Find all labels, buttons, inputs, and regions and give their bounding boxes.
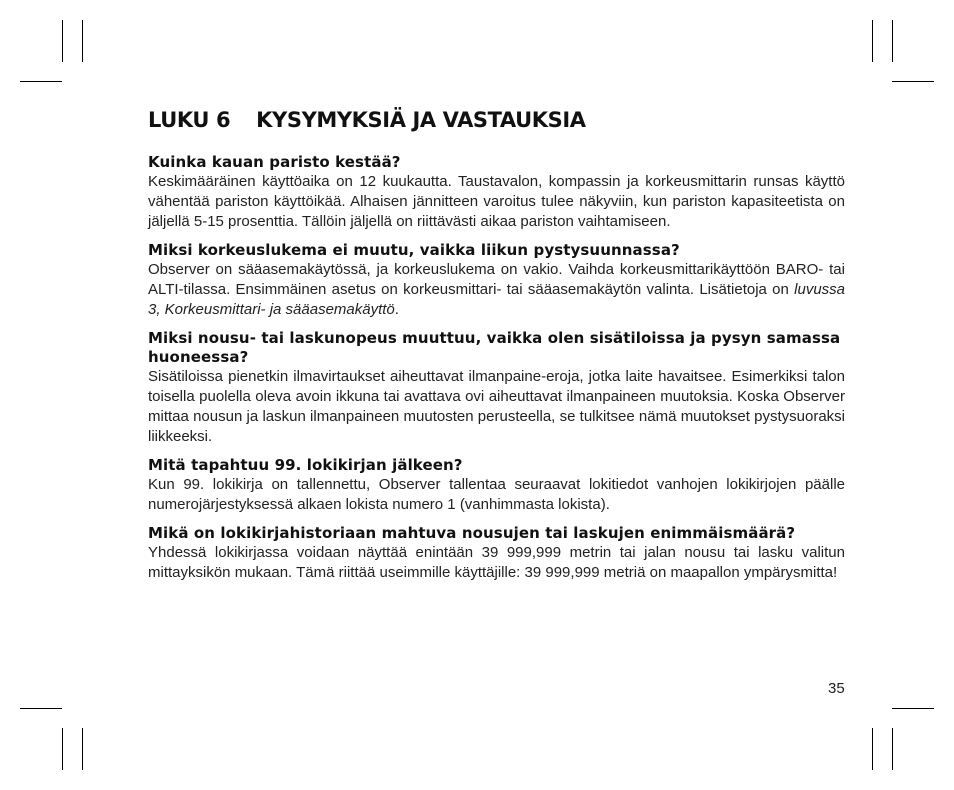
crop-mark — [872, 728, 873, 770]
faq-item — [148, 456, 845, 515]
crop-mark — [20, 708, 62, 709]
crop-mark — [82, 20, 83, 62]
crop-mark — [872, 20, 873, 62]
crop-mark — [82, 728, 83, 770]
chapter-reference: luvussa 3, Korkeusmittari- ja sääasemakäyttö — [148, 281, 845, 318]
faq-content — [148, 153, 845, 592]
chapter-heading: KYSYMYKSIÄ JA VASTAUKSIA — [256, 108, 586, 132]
faq-item — [148, 524, 845, 583]
faq-question: Mikä on lokikirjahistoriaan mahtuva nousujen tai laskujen enimmäismäärä? — [148, 524, 796, 542]
faq-answer: Kun 99. lokikirja on tallennettu, Observer tallentaa seuraavat lokitiedot vanhojen lokikirjojen päälle numerojärjestyksessä alkaen lokista numero 1 (vanhimmasta lokista). — [148, 476, 845, 513]
crop-mark — [892, 708, 934, 709]
crop-mark — [62, 728, 63, 770]
chapter-title — [148, 108, 586, 132]
chapter-number: LUKU 6 — [148, 108, 231, 132]
faq-item — [148, 329, 845, 447]
faq-item — [148, 241, 845, 320]
page-number: 35 — [828, 680, 845, 697]
faq-item — [148, 153, 845, 232]
crop-mark — [892, 81, 934, 82]
crop-mark — [20, 81, 62, 82]
faq-answer: Sisätiloissa pienetkin ilmavirtaukset aiheuttavat ilmanpaine-eroja, jotka laite havaitsee. Esimerkiksi talon toisella puolella oleva avoin ikkuna tai avattava ovi aiheuttavat ilmanpaineen muutoksia. Koska Observer mittaa nousun ja laskun ilmanpaineen muutosten perusteella, se tulkitsee nämä muutokset pystysuoraksi liikkeeksi. — [148, 368, 845, 445]
faq-question: Kuinka kauan paristo kestää? — [148, 153, 401, 171]
crop-mark — [892, 20, 893, 62]
faq-question: Miksi korkeuslukema ei muutu, vaikka liikun pystysuunnassa? — [148, 241, 680, 259]
faq-question: Miksi nousu- tai laskunopeus muuttuu, vaikka olen sisätiloissa ja pysyn samassa huoneessa? — [148, 329, 841, 366]
faq-question: Mitä tapahtuu 99. lokikirjan jälkeen? — [148, 456, 463, 474]
crop-mark — [892, 728, 893, 770]
faq-answer: Yhdessä lokikirjassa voidaan näyttää enintään 39 999,999 metrin tai jalan nousu tai lasku valitun mittayksikön mukaan. Tämä riittää useimmille käyttäjille: 39 999,999 metriä on maapallon ympärysmitta! — [148, 544, 845, 581]
faq-answer: Observer on sääasemakäytössä, ja korkeuslukema on vakio. Vaihda korkeusmittarikäyttöön BARO- tai ALTI-tilassa. Ensimmäinen asetus on korkeusmittari- tai sääasemakäytön valinta. Lisätietoja on luvussa 3, Korkeusmittari- ja sääasemakäyttö. — [148, 261, 845, 318]
crop-mark — [62, 20, 63, 62]
faq-answer: Keskimääräinen käyttöaika on 12 kuukautta. Taustavalon, kompassin ja korkeusmittarin runsas käyttö vähentää pariston käyttöikää. Alhaisen jännitteen varoitus tulee näkyviin, kun pariston kapasiteetista on jäljellä 5-15 prosenttia. Tällöin jäljellä on riittävästi aikaa pariston vaihtamiseen. — [148, 173, 845, 230]
